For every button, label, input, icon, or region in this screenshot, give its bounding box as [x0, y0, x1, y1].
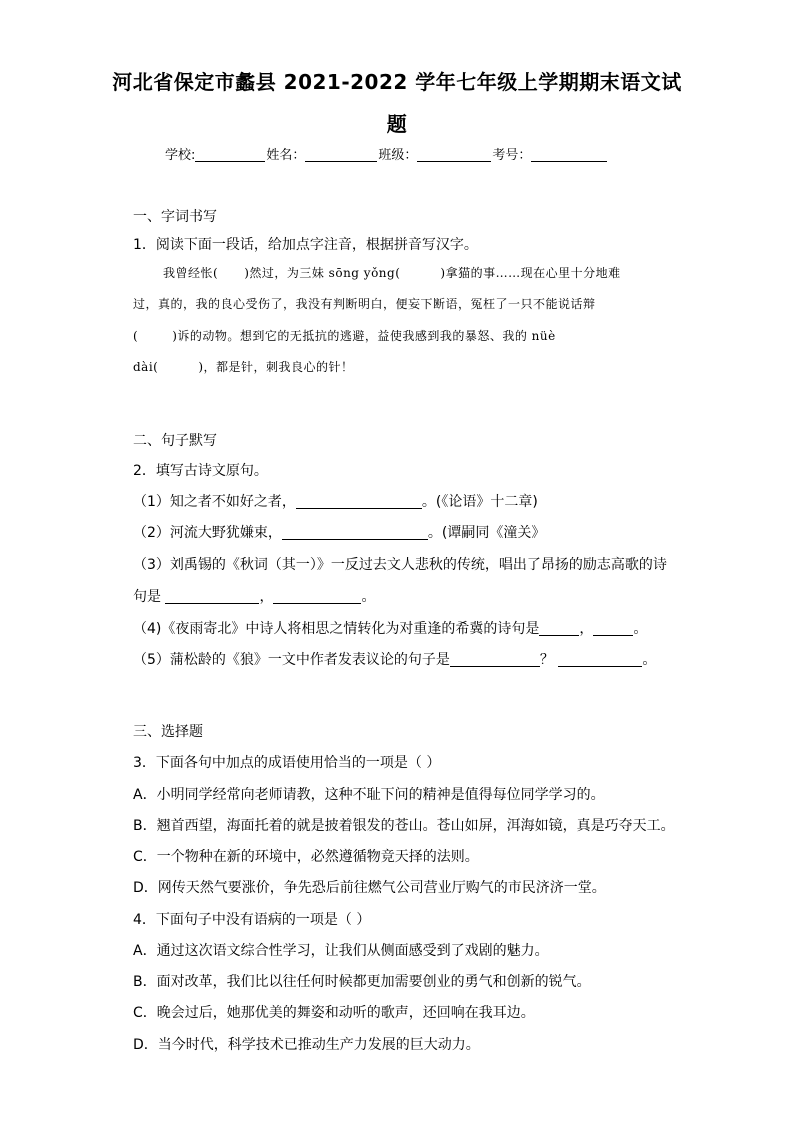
poem-3-blank-b[interactable]: [273, 589, 361, 604]
poem-3-blank-a[interactable]: [165, 589, 259, 604]
class-label: 班级：: [378, 148, 418, 163]
poem-2-source: 。(谭嗣同《潼关》: [427, 525, 546, 541]
poem-4-comma: ，: [579, 621, 594, 637]
poem-4-blank-a[interactable]: [539, 621, 579, 636]
poem-5-blank-a[interactable]: [450, 652, 540, 667]
poem-3-period: 。: [361, 589, 376, 605]
number-label: 考号：: [492, 148, 532, 163]
passage-line-2: 过，真的，我的良心受伤了，我没有判断明白，便妄下断语，冤枉了一只不能说话辩: [133, 297, 596, 311]
q4-option-a[interactable]: A．通过这次语文综合性学习，让我们从侧面感受到了戏剧的魅力。: [133, 943, 549, 959]
poem-1-source: 。(《论语》十二章): [421, 494, 538, 510]
passage-line-1: [163, 265, 621, 281]
poem-4-period: 。: [633, 621, 648, 637]
section1-heading: 一、字词书写: [133, 209, 217, 225]
question-1: 1．阅读下面一段话，给加点字注音，根据拼音写汉字。: [133, 237, 478, 253]
poem-item-1: [133, 493, 538, 511]
passage-3a: (: [133, 329, 139, 343]
poem-3-label: 句是: [133, 589, 161, 605]
poem-item-3-line1: （3）刘禹锡的《秋词（其一）》一反过去文人悲秋的传统，唱出了昂扬的励志高歌的诗: [133, 557, 667, 573]
school-label: 学校:: [165, 148, 196, 163]
question-3: 3．下面各句中加点的成语使用恰当的一项是（ ）: [133, 755, 441, 771]
passage-1c: )拿猫的事……现在心里十分地难: [440, 266, 621, 280]
poem-item-4: [133, 620, 647, 638]
poem-4-text: （4)《夜雨寄北》中诗人将相思之情转化为对重逢的希冀的诗句是: [133, 621, 540, 637]
q3-option-b[interactable]: B．翘首西望，海面托着的就是披着银发的苍山。苍山如屏，洱海如镜，真是巧夺天工。: [133, 818, 675, 834]
section3-heading: 三、选择题: [133, 724, 203, 740]
exam-title-line2: 题: [386, 112, 408, 136]
question-4: 4．下面句子中没有语病的一项是（ ）: [133, 912, 371, 928]
q3-option-c[interactable]: C．一个物种在新的环境中，必然遵循物竞天择的法则。: [133, 849, 479, 865]
passage-1b: )然过，为三妹 sōng yǒng(: [244, 266, 401, 280]
passage-4a: dài(: [133, 360, 159, 374]
poem-4-blank-b[interactable]: [593, 621, 633, 636]
q4-option-b[interactable]: B．面对改革，我们比以往任何时候都更加需要创业的勇气和创新的锐气。: [133, 974, 591, 990]
student-info-row: [165, 144, 608, 163]
poem-5-text: （5）蒲松龄的《狼》一文中作者发表议论的句子是: [133, 652, 450, 668]
poem-2-blank[interactable]: [282, 525, 428, 540]
passage-line-4: [133, 359, 354, 375]
number-blank[interactable]: [531, 147, 607, 162]
poem-5-question-mark: ？: [539, 652, 554, 668]
passage-3b: )诉的动物。想到它的无抵抗的逃避，益使我感到我的暴怒、我的 nüè: [172, 329, 556, 343]
poem-item-2: [133, 524, 545, 542]
poem-1-blank[interactable]: [296, 494, 422, 509]
poem-item-3-line2: [133, 588, 375, 606]
poem-1-text: （1）知之者不如好之者，: [133, 494, 296, 510]
passage-line-3: [133, 328, 556, 344]
passage-4b: )，都是针，刺我良心的针！: [198, 360, 354, 374]
exam-title-line1: 河北省保定市蠡县 2021-2022 学年七年级上学期期末语文试: [112, 70, 682, 94]
poem-5-period: 。: [642, 652, 657, 668]
q4-option-d[interactable]: D．当今时代，科学技术已推动生产力发展的巨大动力。: [133, 1037, 480, 1053]
name-blank[interactable]: [305, 147, 377, 162]
poem-3-comma: ，: [259, 589, 274, 605]
section2-heading: 二、句子默写: [133, 433, 217, 449]
poem-item-5: [133, 651, 656, 669]
passage-1a: 我曾经怅(: [163, 266, 219, 280]
q4-option-c[interactable]: C．晚会过后，她那优美的舞姿和动听的歌声，还回响在我耳边。: [133, 1005, 535, 1021]
q3-option-a[interactable]: A．小明同学经常向老师请教，这种不耻下问的精神是值得每位同学学习的。: [133, 787, 605, 803]
class-blank[interactable]: [417, 147, 491, 162]
poem-2-text: （2）河流大野犹嫌束，: [133, 525, 282, 541]
name-label: 姓名：: [266, 148, 306, 163]
poem-5-blank-b[interactable]: [558, 652, 642, 667]
school-blank[interactable]: [195, 147, 265, 162]
q3-option-d[interactable]: D．网传天然气要涨价，争先恐后前往燃气公司营业厅购气的市民济济一堂。: [133, 880, 606, 896]
question-2: 2．填写古诗文原句。: [133, 463, 268, 479]
